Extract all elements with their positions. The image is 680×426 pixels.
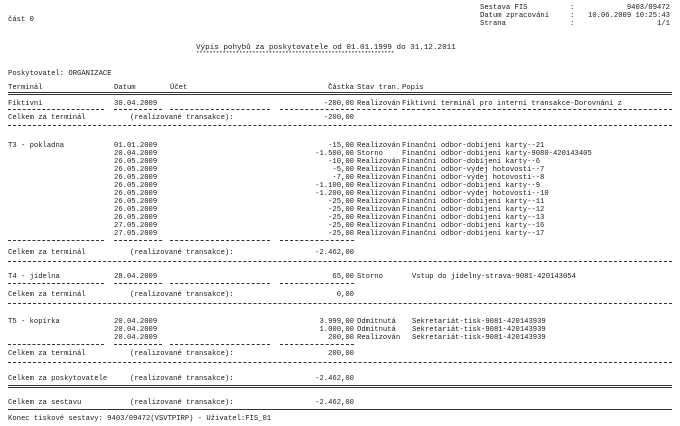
terminal-total-note: (realizované transakce): xyxy=(130,114,234,122)
subtotal-rule xyxy=(280,344,354,345)
row-date: 20.04.2009 xyxy=(114,150,158,158)
section-separator xyxy=(8,261,672,262)
row-amount: 65,00 xyxy=(332,273,354,281)
row-date: 20.04.2009 xyxy=(114,334,158,342)
row-date: 26.05.2009 xyxy=(114,198,158,206)
row-amount: -25,00 xyxy=(328,214,354,222)
row-date: 26.05.2009 xyxy=(114,166,158,174)
terminal-total-note: (realizované transakce): xyxy=(130,249,234,257)
column-date: Datum xyxy=(114,84,136,92)
terminal-total-value: 200,00 xyxy=(328,350,354,358)
row-date: 26.05.2009 xyxy=(114,190,158,198)
row-status: Realizován xyxy=(357,222,401,230)
row-status: Realizován xyxy=(357,214,401,222)
row-status: Realizován xyxy=(357,166,401,174)
row-amount: -1.200,00 xyxy=(315,190,354,198)
row-amount: -25,00 xyxy=(328,230,354,238)
section-separator xyxy=(8,125,672,126)
row-date: 26.05.2009 xyxy=(114,158,158,166)
row-amount: -25,00 xyxy=(328,222,354,230)
row-description: Finanční odbor-dobíjení karty--13 xyxy=(402,214,545,222)
row-date: 30.04.2009 xyxy=(114,100,158,108)
terminal-name: T5 - kopírka xyxy=(8,318,60,326)
subtotal-rule xyxy=(114,109,162,110)
row-amount: -15,00 xyxy=(328,142,354,150)
column-account: Účet xyxy=(170,84,188,92)
row-date: 26.05.2009 xyxy=(114,174,158,182)
row-date: 28.04.2009 xyxy=(114,273,158,281)
row-amount: -25,00 xyxy=(328,206,354,214)
subtotal-rule xyxy=(8,109,104,110)
terminal-total-label: Celkem za terminál xyxy=(8,249,86,257)
report-total-separator xyxy=(8,409,672,410)
row-date: 27.05.2009 xyxy=(114,222,158,230)
provider-total-value: -2.462,00 xyxy=(315,375,354,383)
row-status: Realizován xyxy=(357,206,401,214)
row-description: Finanční odbor-dobíjení karty--6 xyxy=(402,158,541,166)
row-status: Realizován xyxy=(357,190,401,198)
row-description: Finanční odbor-dobíjení karty--11 xyxy=(402,198,545,206)
row-description: Finanční odbor-dobíjení karty--17 xyxy=(402,230,545,238)
row-status: Realizován xyxy=(357,158,401,166)
subtotal-rule xyxy=(8,344,104,345)
row-date: 20.04.2009 xyxy=(114,326,158,334)
row-description: Sekretariát-tisk-9081-420143939 xyxy=(412,318,546,326)
terminal-total-value: 0,00 xyxy=(336,291,354,299)
subtotal-rule xyxy=(357,109,397,110)
row-description: Finanční odbor-výdej hotovosti--7 xyxy=(402,166,545,174)
report-title: Výpis pohybů za poskytovatele od 01.01.1999 do 31.12.2011 xyxy=(196,44,456,52)
section-separator xyxy=(8,303,672,304)
subtotal-rule xyxy=(8,240,104,241)
row-amount: 1.000,00 xyxy=(319,326,354,334)
processing-date-label: Datum zpracování xyxy=(480,12,550,20)
row-status: Realizován xyxy=(357,198,401,206)
row-amount: -1.500,00 xyxy=(315,150,354,158)
report-id-value: 9403/09472 xyxy=(626,4,670,12)
row-amount: -7,00 xyxy=(332,174,354,182)
subtotal-rule xyxy=(114,240,162,241)
row-description: Fiktivní terminál pro interní transakce-Dorovnání z xyxy=(402,100,622,108)
part-label: část 0 xyxy=(8,16,34,24)
header-separator xyxy=(8,92,672,95)
row-date: 27.05.2009 xyxy=(114,230,158,238)
subtotal-rule xyxy=(280,240,354,241)
report-id-colon: : xyxy=(570,4,575,12)
report-total-note: (realizované transakce): xyxy=(130,399,234,407)
report-total-value: -2.462,00 xyxy=(315,399,354,407)
row-status: Realizován xyxy=(357,230,401,238)
terminal-name: T4 - jídelna xyxy=(8,273,60,281)
subtotal-rule xyxy=(170,240,270,241)
row-amount: -5,00 xyxy=(332,166,354,174)
page-number-colon: : xyxy=(570,20,575,28)
page-number-label: Strana xyxy=(480,20,506,28)
row-amount: -1.100,00 xyxy=(315,182,354,190)
terminal-total-label: Celkem za terminál xyxy=(8,114,86,122)
row-status: Realizován xyxy=(357,100,401,108)
row-description: Finanční odbor-dobíjení karty--16 xyxy=(402,222,545,230)
terminal-total-note: (realizované transakce): xyxy=(130,350,234,358)
row-description: Sekretariát-tisk-9081-420143939 xyxy=(412,326,546,334)
provider-total-label: Celkem za poskytovatele xyxy=(8,375,108,383)
report-id-label: Sestava FIS xyxy=(480,4,528,12)
row-amount: -10,00 xyxy=(328,158,354,166)
row-status: Odmítnutá xyxy=(357,326,396,334)
title-underline-stars: ************************************************************ xyxy=(196,51,395,57)
terminal-total-label: Celkem za terminál xyxy=(8,291,86,299)
row-amount: -25,00 xyxy=(328,198,354,206)
subtotal-rule xyxy=(114,283,162,284)
row-date: 20.04.2009 xyxy=(114,318,158,326)
row-description: Finanční odbor-dobíjení karty--21 xyxy=(402,142,545,150)
page-number-value: 1/1 xyxy=(657,20,670,28)
row-amount: 3.999,00 xyxy=(319,318,354,326)
row-description: Finanční odbor-dobíjení karty-9080-420143405 xyxy=(402,150,592,158)
processing-date-colon: : xyxy=(570,12,575,20)
row-description: Finanční odbor-výdej hotovosti--8 xyxy=(402,174,545,182)
subtotal-rule xyxy=(170,283,270,284)
terminal-total-value: -2.462,00 xyxy=(315,249,354,257)
subtotal-rule xyxy=(402,109,672,110)
column-description: Popis xyxy=(402,84,424,92)
row-description: Vstup do jídelny-strava-9081-420143054 xyxy=(412,273,576,281)
terminal-name: T3 - pokladna xyxy=(8,142,65,150)
row-status: Storno xyxy=(357,273,383,281)
row-description: Finanční odbor-výdej hotovosti--10 xyxy=(402,190,549,198)
provider-total-separator xyxy=(8,385,672,388)
row-status: Realizován xyxy=(357,174,401,182)
column-terminal: Terminál xyxy=(8,84,43,92)
subtotal-rule xyxy=(114,344,162,345)
provider-line: Poskytovatel: ORGANIZACE xyxy=(8,70,112,78)
row-status: Odmítnutá xyxy=(357,318,396,326)
provider-total-note: (realizované transakce): xyxy=(130,375,234,383)
subtotal-rule xyxy=(280,109,354,110)
subtotal-rule xyxy=(170,109,270,110)
processing-date-value: 10.06.2009 10:25:43 xyxy=(588,12,670,20)
section-separator xyxy=(8,362,672,363)
row-description: Finanční odbor-dobíjení karty--12 xyxy=(402,206,545,214)
row-amount: 200,00 xyxy=(328,334,354,342)
terminal-total-value: -200,00 xyxy=(323,114,354,122)
report-total-label: Celkem za sestavu xyxy=(8,399,82,407)
row-status: Storno xyxy=(357,150,383,158)
row-status: Realizován xyxy=(357,142,401,150)
row-description: Finanční odbor-dobíjení karty--9 xyxy=(402,182,541,190)
subtotal-rule xyxy=(8,283,104,284)
row-status: Realizován xyxy=(357,182,401,190)
subtotal-rule xyxy=(280,283,354,284)
row-status: Realizován xyxy=(357,334,401,342)
terminal-total-label: Celkem za terminál xyxy=(8,350,86,358)
column-status: Stav tran. xyxy=(357,84,401,92)
report-footer: Konec tiskové sestavy: 9403/09472(VSVTPIRP) - Uživatel:FIS_01 xyxy=(8,415,272,423)
row-date: 26.05.2009 xyxy=(114,182,158,190)
subtotal-rule xyxy=(170,344,270,345)
row-date: 26.05.2009 xyxy=(114,206,158,214)
row-date: 01.01.2009 xyxy=(114,142,158,150)
row-date: 26.05.2009 xyxy=(114,214,158,222)
terminal-name: Fiktivní xyxy=(8,100,43,108)
row-amount: -200,00 xyxy=(323,100,354,108)
terminal-total-note: (realizované transakce): xyxy=(130,291,234,299)
column-amount: Částka xyxy=(328,84,354,92)
row-description: Sekretariát-tisk-9081-420143939 xyxy=(412,334,546,342)
